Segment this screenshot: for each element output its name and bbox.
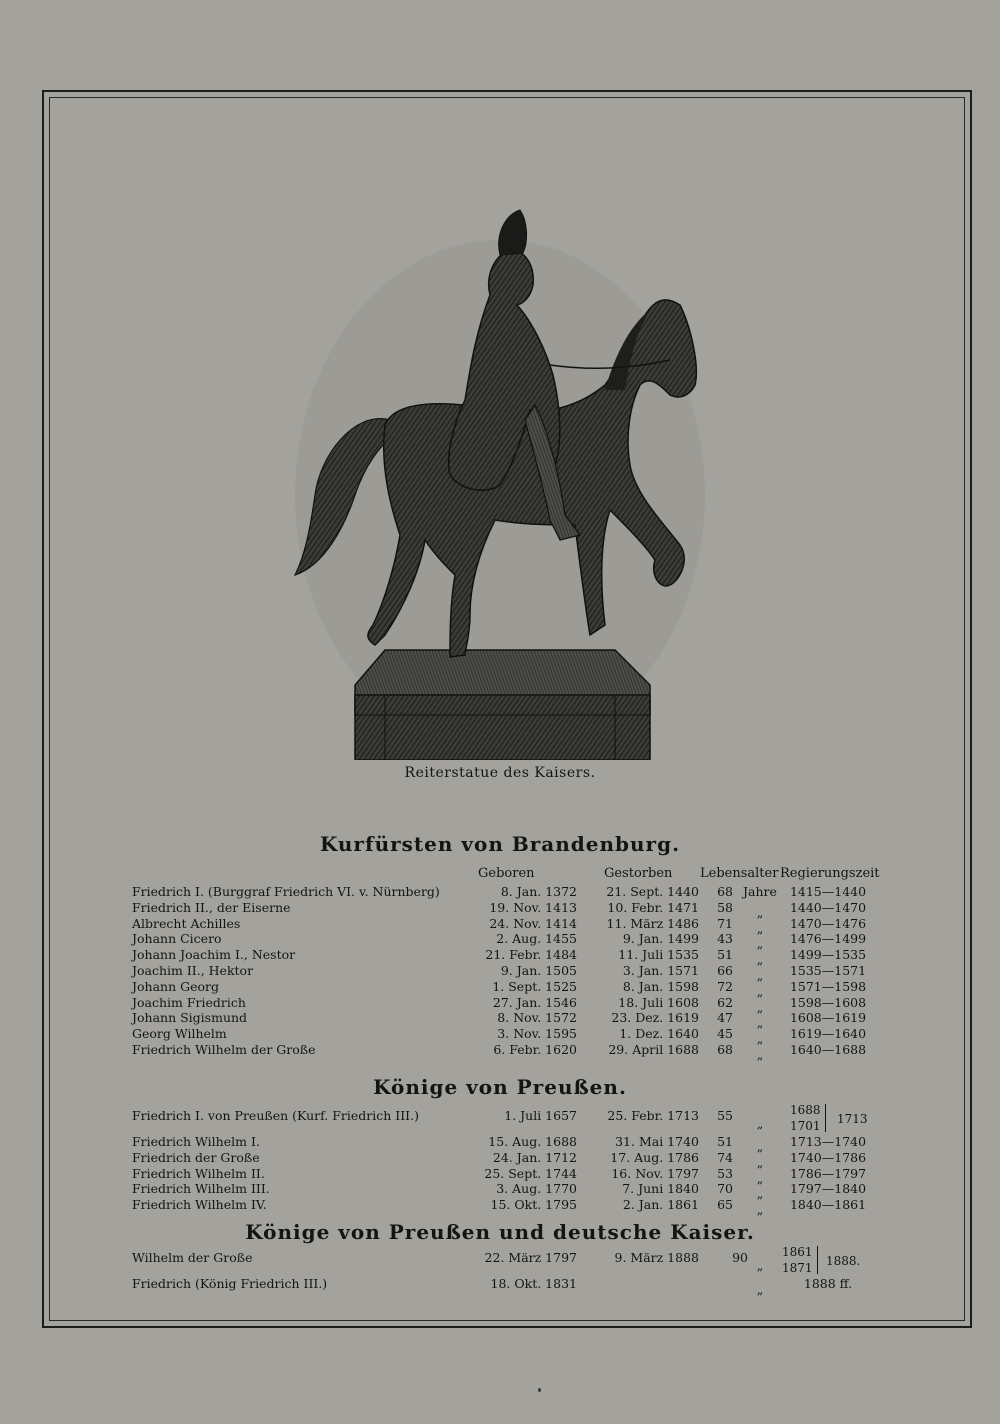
- row-reign: 1608—1619: [789, 1010, 867, 1026]
- row-born: 3. Aug. 1770: [496, 1181, 577, 1197]
- row-died: 17. Aug. 1786: [610, 1149, 699, 1165]
- row-reign: 1476—1499: [789, 931, 867, 947]
- row-unit: „: [756, 952, 764, 968]
- row-reign: 1470—1476: [789, 915, 867, 931]
- table-row: [132, 884, 872, 900]
- row-unit: „: [756, 1031, 764, 1047]
- row-age: 58: [717, 899, 733, 915]
- row-born: 21. Febr. 1484: [485, 947, 577, 963]
- row-name: Friedrich (König Friedrich III.): [132, 1276, 328, 1291]
- row-unit: „: [756, 1170, 764, 1186]
- row-died: 7. Juni 1840: [622, 1181, 699, 1197]
- row-reign: 1571—1598: [789, 978, 867, 994]
- table-row: [132, 947, 872, 968]
- row-age: 45: [717, 1026, 733, 1042]
- row-age: 43: [717, 931, 733, 947]
- row-born: 18. Okt. 1831: [490, 1276, 577, 1291]
- table-row: [132, 899, 872, 920]
- table-row: [132, 963, 872, 983]
- row-name: Joachim II., Hektor: [132, 963, 254, 978]
- row-name: Wilhelm der Große: [132, 1250, 253, 1265]
- row-reign: 1797—1840: [789, 1181, 867, 1197]
- column-header-age: Lebensalter: [700, 866, 779, 881]
- row-name: Joachim Friedrich: [132, 994, 246, 1010]
- table-row: [132, 1181, 872, 1202]
- row-died: 23. Dez. 1619: [611, 1010, 699, 1026]
- table-row: [132, 915, 872, 936]
- row-name: Friedrich II., der Eiserne: [132, 899, 291, 915]
- row-name: Friedrich Wilhelm IV.: [132, 1197, 267, 1213]
- row-reign: 1598—1608: [789, 994, 867, 1010]
- row-unit: „: [756, 1139, 764, 1154]
- row-born: 24. Jan. 1712: [492, 1149, 577, 1165]
- row-age: 66: [717, 963, 733, 978]
- table-row: [132, 1010, 872, 1031]
- row-reign: 1888 ff.: [803, 1276, 853, 1291]
- column-header-died: Gestorben: [604, 866, 673, 881]
- row-born: 24. Nov. 1414: [489, 915, 577, 931]
- row-born: 9. Jan. 1505: [500, 963, 577, 978]
- row-reign: 1786—1797: [789, 1165, 867, 1181]
- row-died: 11. März 1486: [606, 915, 699, 931]
- row-born: 27. Jan. 1546: [492, 994, 577, 1010]
- row-born: 8. Nov. 1572: [497, 1010, 577, 1026]
- row-age: 70: [717, 1181, 733, 1197]
- row-died: 9. März 1888: [614, 1250, 699, 1265]
- row-born: 8. Jan. 1372: [500, 884, 577, 899]
- row-name: Friedrich Wilhelm III.: [132, 1181, 270, 1197]
- row-reign: 1415—1440: [789, 884, 867, 899]
- row-died: 10. Febr. 1471: [607, 899, 699, 915]
- row-age: 55: [717, 1108, 733, 1123]
- row-name: Albrecht Achilles: [132, 915, 241, 931]
- row-reign: 1440—1470: [789, 899, 867, 915]
- row-age: 62: [717, 994, 733, 1010]
- row-unit: „: [756, 1186, 764, 1202]
- row-age: 71: [717, 915, 733, 931]
- brace: [822, 1104, 826, 1132]
- table-row: [132, 1134, 872, 1154]
- row-died: 29. April 1688: [608, 1042, 699, 1057]
- row-ditto: „: [756, 1282, 764, 1297]
- row-unit: „: [756, 1015, 764, 1031]
- row-born: 19. Nov. 1413: [489, 899, 577, 915]
- row-age: 53: [717, 1165, 733, 1181]
- row-age: 51: [717, 947, 733, 963]
- reign-start-a: 1688: [790, 1103, 821, 1117]
- row-age: 47: [717, 1010, 733, 1026]
- equestrian-statue-engraving: [285, 195, 715, 760]
- row-born: 1. Sept. 1525: [492, 978, 577, 994]
- row-born: 2. Aug. 1455: [496, 931, 577, 947]
- row-died: 8. Jan. 1598: [622, 978, 699, 994]
- row-age: 68: [717, 1042, 733, 1057]
- row-name: Johann Joachim I., Nestor: [132, 947, 296, 963]
- brace: [814, 1246, 818, 1274]
- row-name: Friedrich Wilhelm der Große: [132, 1042, 316, 1057]
- heading-kurfuersten: Kurfürsten von Brandenburg.: [319, 832, 681, 856]
- print-speck: [538, 1388, 541, 1392]
- row-reign: 1640—1688: [789, 1042, 867, 1057]
- row-born: 6. Febr. 1620: [493, 1042, 577, 1057]
- column-header-born: Geboren: [478, 866, 535, 881]
- row-died: 21. Sept. 1440: [606, 884, 699, 899]
- row-unit: „: [756, 1047, 764, 1062]
- table-row: Friedrich I. von Preußen (Kurf. Friedrich III.) 1. Juli 1657 25. Febr. 1713 55 „: [132, 1108, 872, 1124]
- row-unit: „: [756, 1202, 764, 1218]
- row-age: 90: [732, 1250, 748, 1265]
- heading-kaiser: Könige von Preußen und deutsche Kaiser.: [245, 1220, 755, 1244]
- table-row: [132, 1042, 872, 1062]
- row-died: 16. Nov. 1797: [611, 1165, 699, 1181]
- reign-start-b: 1701: [790, 1119, 821, 1133]
- row-died: 9. Jan. 1499: [622, 931, 699, 947]
- row-age: 51: [717, 1134, 733, 1149]
- engraving-caption: Reiterstatue des Kaisers.: [404, 765, 596, 781]
- row-unit: „: [756, 1154, 764, 1170]
- row-died: 31. Mai 1740: [615, 1134, 699, 1149]
- row-unit: „: [756, 904, 764, 920]
- row-name: Friedrich I. (Burggraf Friedrich VI. v. Nürnberg): [132, 884, 440, 899]
- row-unit: „: [756, 968, 764, 983]
- column-header-reign: Regierungszeit: [780, 866, 880, 881]
- row-name: Friedrich Wilhelm I.: [132, 1134, 260, 1149]
- row-name: Johann Sigismund: [132, 1010, 248, 1026]
- row-reign: 1619—1640: [789, 1026, 867, 1042]
- row-died: 3. Jan. 1571: [622, 963, 699, 978]
- reign-end: 1888.: [826, 1254, 861, 1268]
- table-row: [132, 994, 872, 1015]
- row-ditto: „: [756, 1116, 764, 1131]
- row-born: 22. März 1797: [484, 1250, 577, 1265]
- row-born: 25. Sept. 1744: [484, 1165, 577, 1181]
- table-row: [132, 1165, 872, 1186]
- row-died: 1. Dez. 1640: [619, 1026, 699, 1042]
- reign-start-a: 1861: [782, 1245, 813, 1259]
- row-ditto: „: [756, 1258, 764, 1273]
- row-name: Georg Wilhelm: [132, 1026, 227, 1042]
- table-row: [132, 978, 872, 999]
- row-reign: 1713—1740: [789, 1134, 867, 1149]
- row-died: 11. Juli 1535: [618, 947, 699, 963]
- row-born: 15. Okt. 1795: [490, 1197, 577, 1213]
- row-unit: Jahre: [743, 884, 777, 899]
- row-reign: 1740—1786: [789, 1149, 867, 1165]
- reign-end: 1713: [837, 1112, 868, 1126]
- row-born: 3. Nov. 1595: [497, 1026, 577, 1042]
- row-age: 74: [717, 1149, 733, 1165]
- row-age: 72: [717, 978, 733, 994]
- row-reign: 1499—1535: [789, 947, 867, 963]
- row-name: Friedrich der Große: [132, 1149, 260, 1165]
- row-born: 15. Aug. 1688: [488, 1134, 577, 1149]
- table-row: [132, 1149, 872, 1170]
- row-name: Johann Cicero: [132, 931, 222, 947]
- row-reign: 1840—1861: [789, 1197, 867, 1213]
- row-died: 25. Febr. 1713: [607, 1108, 699, 1123]
- row-age: 68: [717, 884, 733, 899]
- row-reign: 1535—1571: [789, 963, 867, 978]
- row-born: 1. Juli 1657: [504, 1108, 577, 1123]
- row-name: Friedrich Wilhelm II.: [132, 1165, 265, 1181]
- reign-start-b: 1871: [782, 1261, 813, 1275]
- row-age: 65: [717, 1197, 733, 1213]
- table-row: [132, 931, 872, 952]
- row-name: Johann Georg: [132, 978, 219, 994]
- row-died: 2. Jan. 1861: [622, 1197, 699, 1213]
- table-row: [132, 1026, 872, 1047]
- heading-koenige: Könige von Preußen.: [373, 1075, 627, 1099]
- row-unit: „: [756, 983, 764, 999]
- row-unit: „: [756, 999, 764, 1015]
- row-unit: „: [756, 920, 764, 936]
- table-row: [132, 1197, 872, 1218]
- row-unit: „: [756, 936, 764, 952]
- row-died: 18. Juli 1608: [618, 994, 699, 1010]
- table-row: [132, 1276, 872, 1297]
